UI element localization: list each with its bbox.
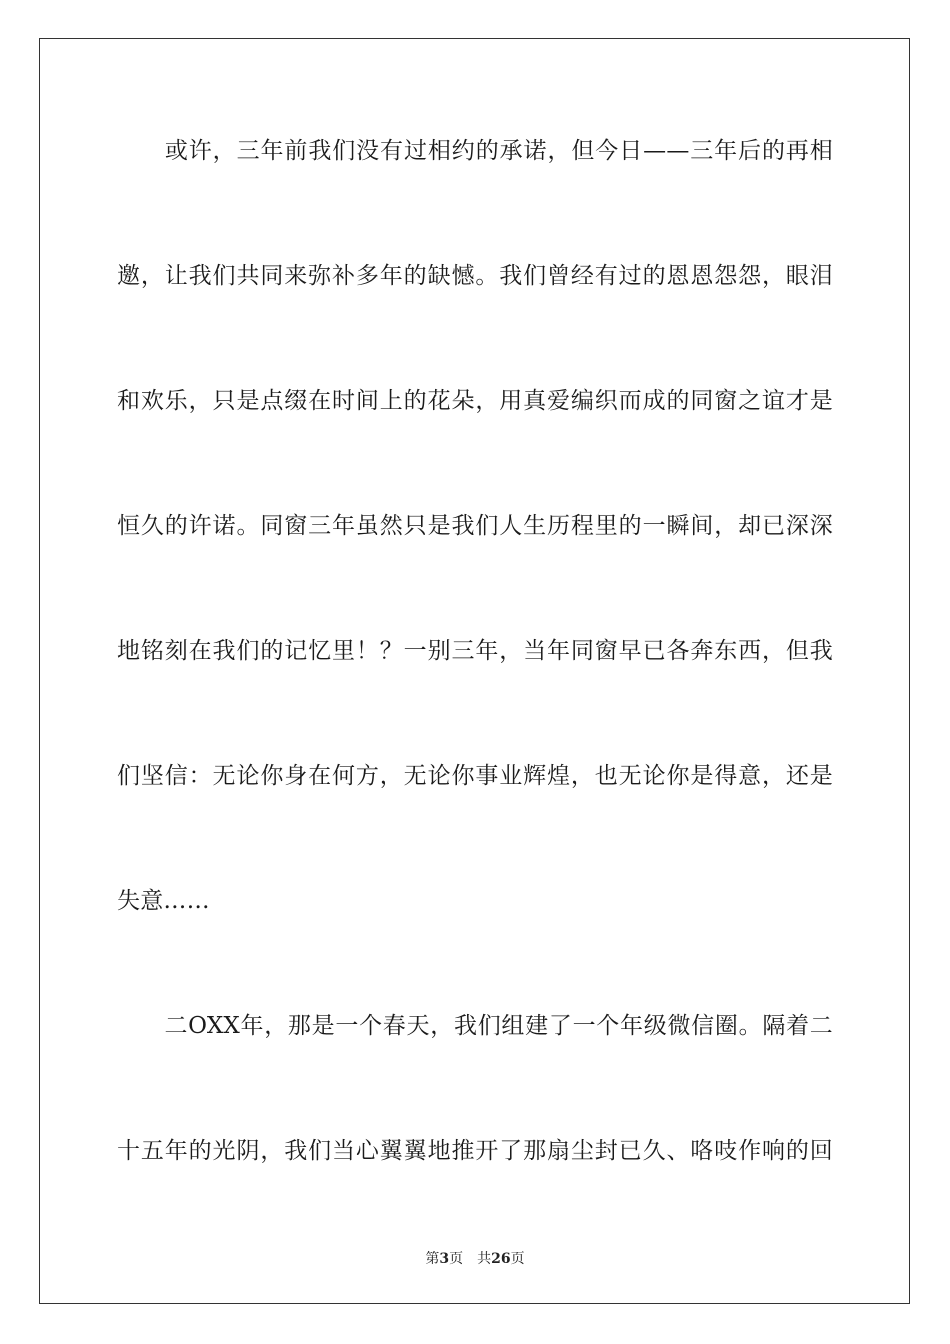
text-line-1: 或许，三年前我们没有过相约的承诺，但今日——三年后的再相	[117, 138, 833, 164]
text-line-9: 十五年的光阴，我们当心翼翼地推开了那扇尘封已久、咯吱作响的回	[117, 1138, 833, 1164]
text-line-3: 和欢乐，只是点缀在时间上的花朵，用真爱编织而成的同窗之谊才是	[117, 388, 833, 414]
page-footer	[0, 1248, 950, 1268]
total-suffix: 页	[510, 1251, 525, 1267]
page-suffix: 页	[449, 1251, 464, 1267]
text-line-8: 二OXX年，那是一个春天，我们组建了一个年级微信圈。隔着二	[117, 1013, 833, 1039]
text-line-4: 恒久的许诺。同窗三年虽然只是我们人生历程里的一瞬间，却已深深	[117, 513, 833, 539]
page-border	[39, 38, 910, 1304]
text-line-2: 邀，让我们共同来弥补多年的缺憾。我们曾经有过的恩恩怨怨，眼泪	[117, 263, 833, 289]
text-line-5: 地铭刻在我们的记忆里！？一别三年，当年同窗早已各奔东西，但我	[117, 638, 833, 664]
page-number: 3	[439, 1251, 450, 1267]
text-line-6: 们坚信：无论你身在何方，无论你事业辉煌，也无论你是得意，还是	[117, 763, 833, 789]
total-prefix: 共	[477, 1251, 492, 1267]
text-line-7: 失意……	[117, 888, 210, 914]
page-prefix: 第	[425, 1251, 440, 1267]
total-pages: 26	[491, 1251, 511, 1267]
